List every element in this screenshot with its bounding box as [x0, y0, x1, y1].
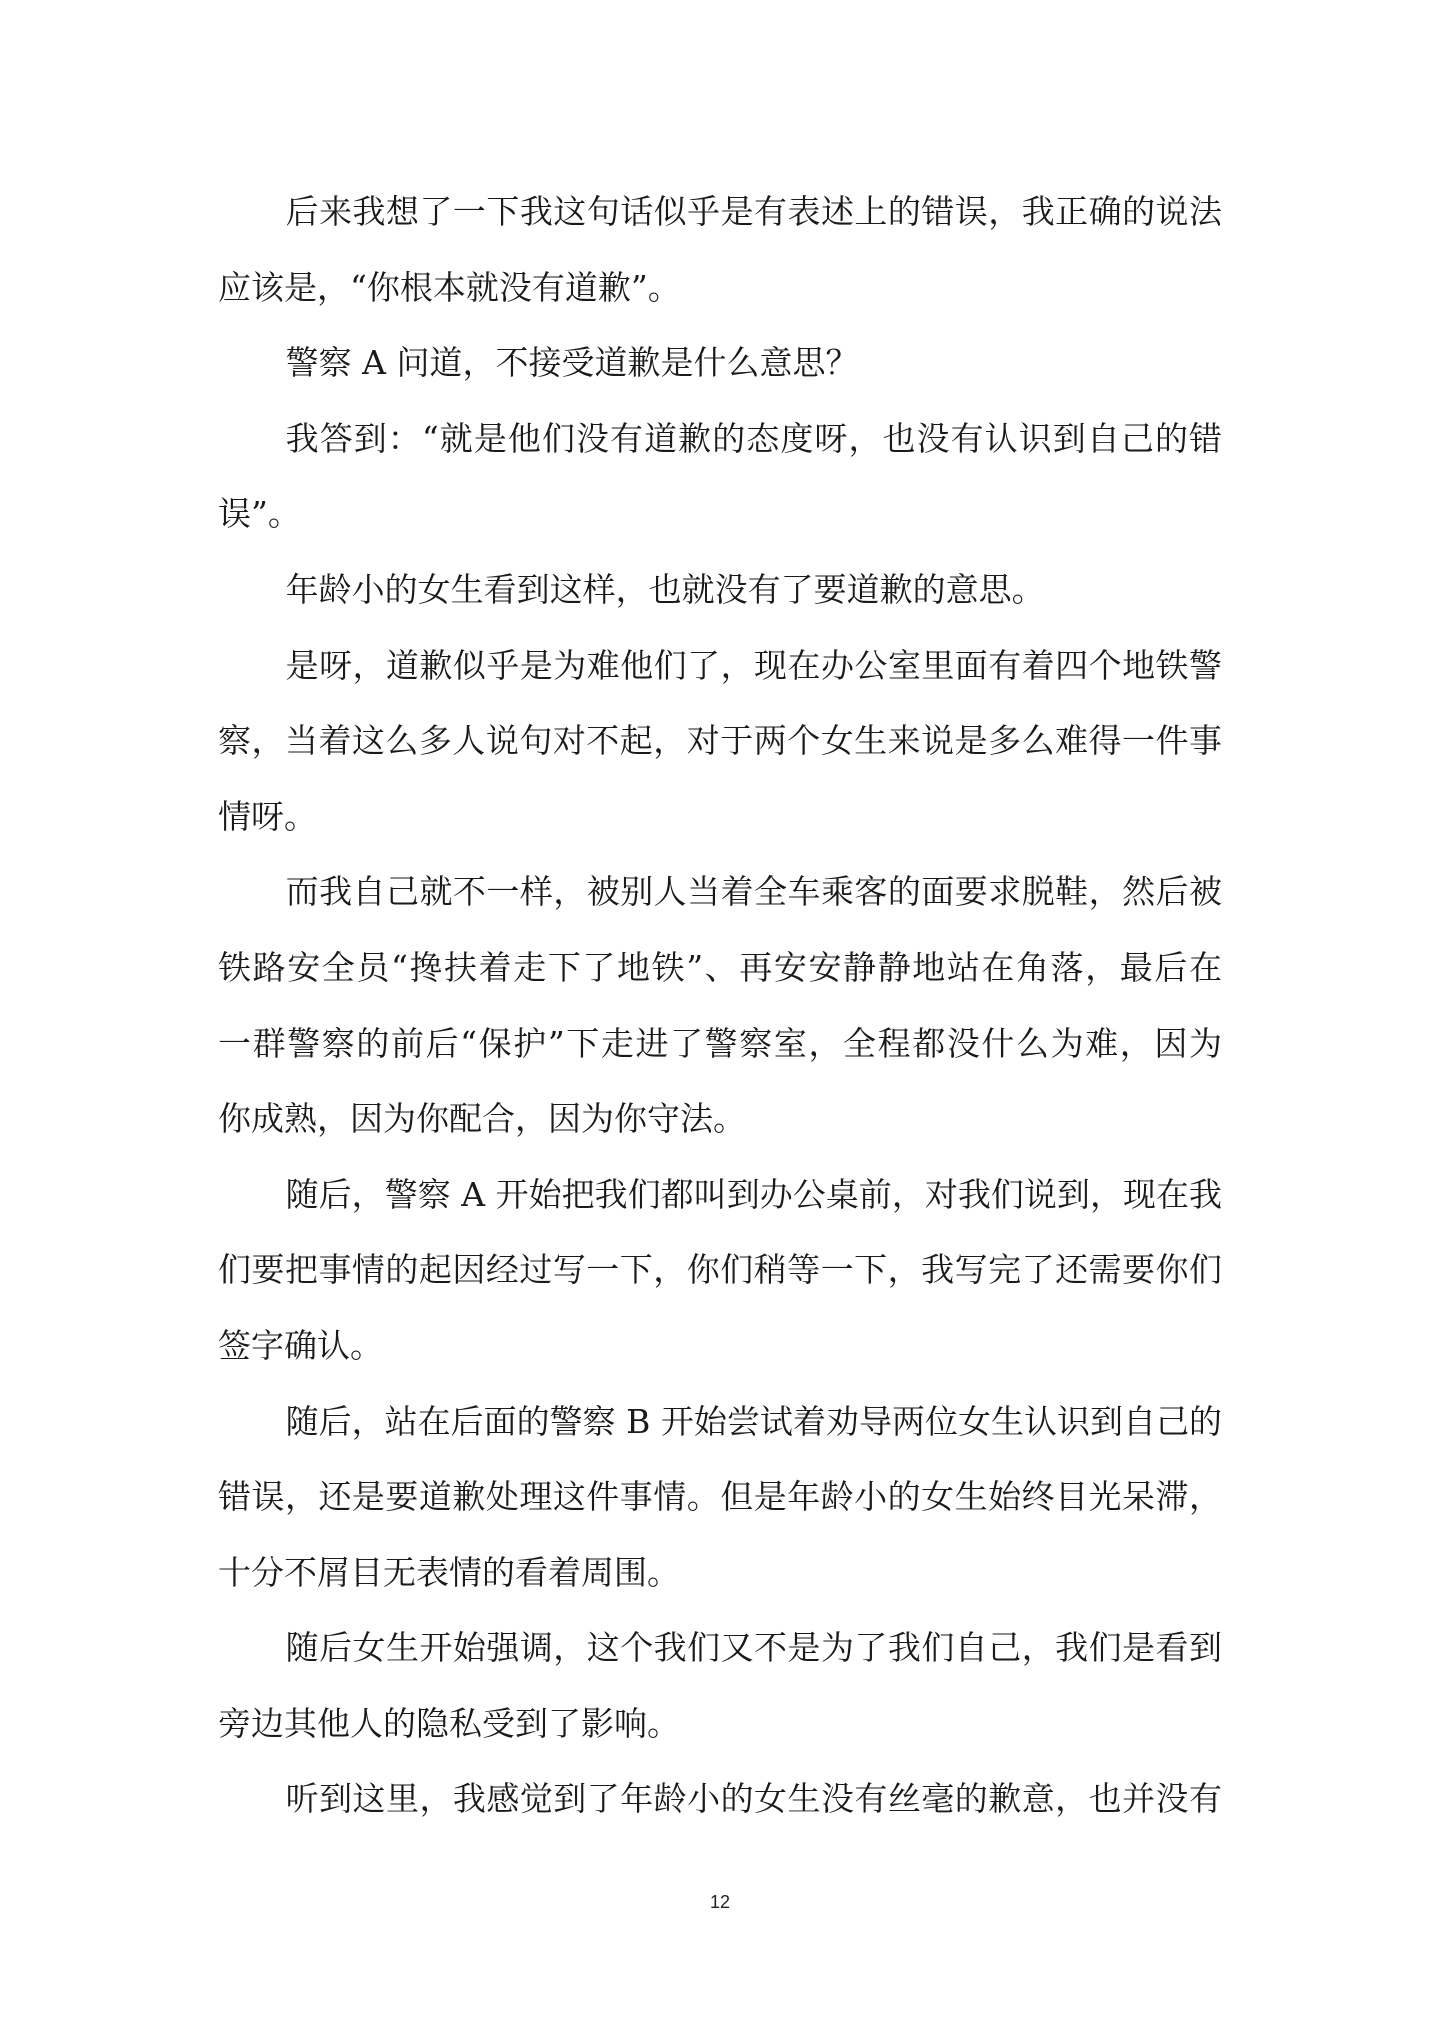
paragraph	[218, 628, 1222, 855]
text-line: 误”。	[218, 494, 301, 534]
paragraph	[218, 1761, 1222, 1837]
text-line: 十分不屑目无表情的看着周围。	[218, 1552, 680, 1592]
text-line: 签字确认。	[218, 1325, 383, 1365]
text-line: 察，当着这么多人说句对不起，对于两个女生来说是多么难得一件事	[218, 721, 1222, 761]
text-line: 旁边其他人的隐私受到了影响。	[218, 1703, 680, 1743]
paragraph	[218, 1610, 1222, 1761]
text-line: 我答到：“就是他们没有道歉的态度呀，也没有认识到自己的错	[285, 418, 1222, 458]
text-line: 随后女生开始强调，这个我们又不是为了我们自己，我们是看到	[285, 1628, 1222, 1668]
paragraph	[218, 325, 1222, 401]
text-line: 随后，站在后面的警察 B 开始尝试着劝导两位女生认识到自己的	[285, 1401, 1222, 1441]
text-line: 应该是，“你根本就没有道歉”。	[218, 267, 681, 307]
text-line: 是呀，道歉似乎是为难他们了，现在办公室里面有着四个地铁警	[285, 645, 1222, 685]
text-line: 一群警察的前后“保护”下走进了警察室，全程都没什么为难，因为	[218, 1023, 1222, 1063]
page-number: 12	[709, 1892, 731, 1912]
paragraph	[218, 1384, 1222, 1611]
paragraph	[218, 552, 1222, 628]
paragraph	[218, 401, 1222, 552]
text-line: 错误，还是要道歉处理这件事情。但是年龄小的女生始终目光呆滞，	[218, 1477, 1222, 1517]
text-line: 情呀。	[218, 796, 317, 836]
text-line: 听到这里，我感觉到了年龄小的女生没有丝毫的歉意，也并没有	[285, 1779, 1222, 1819]
text-line: 你成熟，因为你配合，因为你守法。	[218, 1099, 746, 1139]
text-line: 警察 A 问道，不接受道歉是什么意思？	[285, 343, 859, 383]
text-line: 随后，警察 A 开始把我们都叫到办公桌前，对我们说到，现在我	[285, 1174, 1222, 1214]
text-line: 们要把事情的起因经过写一下，你们稍等一下，我写完了还需要你们	[218, 1250, 1222, 1290]
text-line: 年龄小的女生看到这样，也就没有了要道歉的意思。	[285, 569, 1045, 609]
text-line: 铁路安全员“搀扶着走下了地铁”、再安安静静地站在角落，最后在	[218, 947, 1222, 987]
paragraph	[218, 1157, 1222, 1384]
paragraph	[218, 854, 1222, 1156]
text-line: 而我自己就不一样，被别人当着全车乘客的面要求脱鞋，然后被	[285, 872, 1222, 912]
text-line: 后来我想了一下我这句话似乎是有表述上的错误，我正确的说法	[285, 192, 1222, 231]
paragraph	[218, 174, 1222, 325]
body-text	[218, 174, 1222, 1837]
